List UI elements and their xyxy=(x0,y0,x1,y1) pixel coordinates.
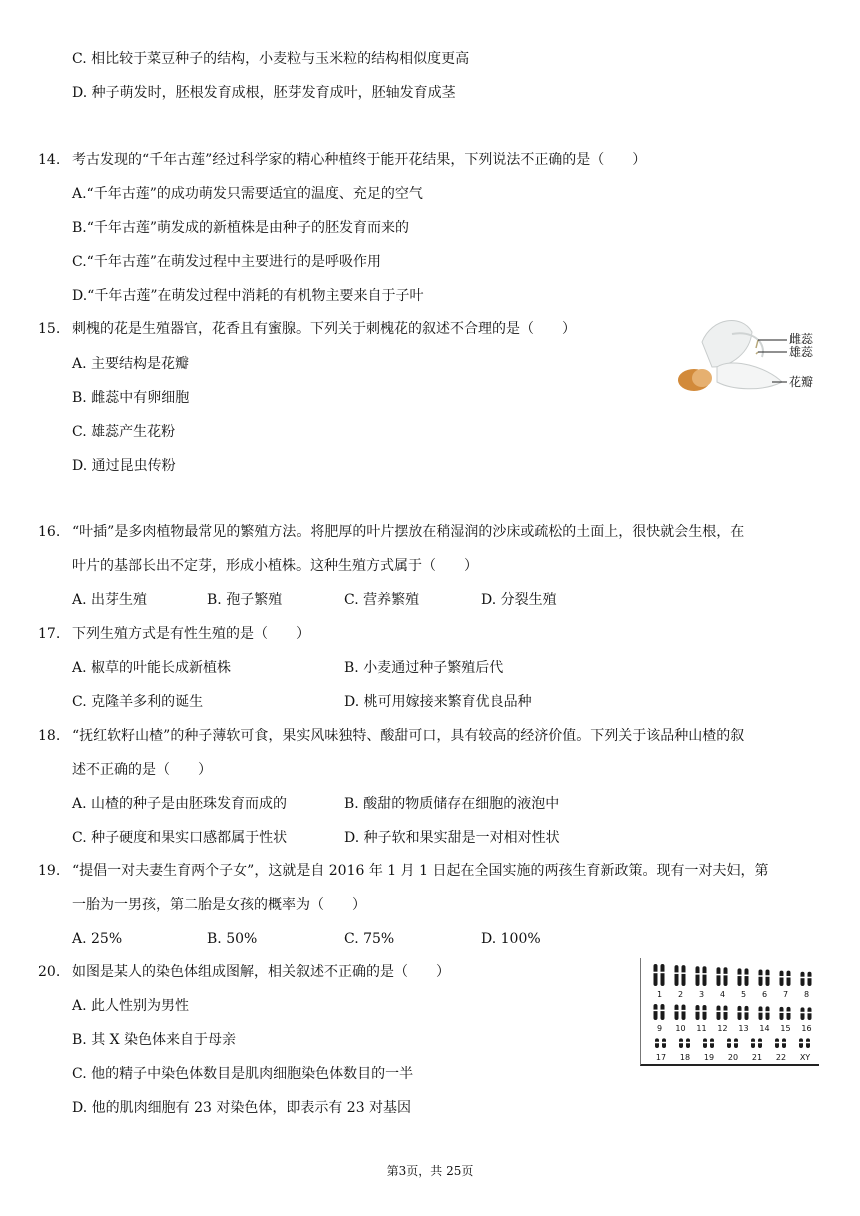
chromosome xyxy=(661,1004,665,1020)
q17-number: 17. xyxy=(38,626,61,642)
q20-option-b: B. 其 X 染色体来自于母亲 xyxy=(72,1032,237,1048)
locust-flower-figure xyxy=(672,312,822,404)
q14-option-d: D.“千年古莲”在萌发过程中消耗的有机物主要来自于子叶 xyxy=(72,288,424,304)
centromere-band xyxy=(655,1042,659,1044)
q19-stem-line1: “提倡一对夫妻生育两个子女”，这就是自 2016 年 1 月 1 日起在全国实施的两孩生育新政策。现有一对夫妇，第 xyxy=(72,863,769,879)
chromosome xyxy=(759,1006,763,1020)
chromosome xyxy=(780,1007,784,1020)
q18-option-b: B. 酸甜的物质储存在细胞的液泡中 xyxy=(344,796,560,812)
chromosome xyxy=(724,967,728,986)
centromere-band xyxy=(686,1042,690,1044)
chromosome xyxy=(738,968,742,986)
q19-option-c: C. 75% xyxy=(344,931,395,947)
chromosome xyxy=(787,1007,791,1020)
q17-option-d: D. 桃可用嫁接来繁育优良品种 xyxy=(344,694,532,710)
chromosome-number-label: 7 xyxy=(782,990,789,999)
q20-option-d: D. 他的肌肉细胞有 23 对染色体，即表示有 23 对基因 xyxy=(72,1100,412,1116)
chromosome xyxy=(808,1007,812,1020)
q16-option-b: B. 孢子繁殖 xyxy=(207,592,283,608)
centromere-band xyxy=(782,1042,786,1044)
centromere-band xyxy=(766,1011,770,1013)
centromere-band xyxy=(801,977,805,979)
chromosome xyxy=(745,968,749,986)
q16-number: 16. xyxy=(38,524,61,540)
chromosome xyxy=(801,972,805,986)
q16-option-c: C. 营养繁殖 xyxy=(344,592,420,608)
centromere-band xyxy=(661,1010,665,1012)
chromosome-number-label: 14 xyxy=(759,1024,770,1033)
centromere-band xyxy=(654,972,658,974)
centromere-band xyxy=(710,1042,714,1044)
chromosome-number-label: 18 xyxy=(679,1053,691,1062)
centromere-band xyxy=(751,1042,755,1044)
q19-option-d: D. 100% xyxy=(481,931,541,947)
q14-stem: 考古发现的“千年古莲”经过科学家的精心种植终于能开花结果，下列说法不正确的是（ ） xyxy=(72,152,647,168)
centromere-band xyxy=(662,1042,666,1044)
chromosome xyxy=(703,1005,707,1020)
chromosome-number-label: 8 xyxy=(803,990,810,999)
q18-option-a: A. 山楂的种子是由胚珠发育而成的 xyxy=(72,796,288,812)
q19-option-a: A. 25% xyxy=(72,931,123,947)
centromere-band xyxy=(696,1010,700,1012)
centromere-band xyxy=(703,973,707,975)
centromere-band xyxy=(801,1012,805,1014)
q20-stem: 如图是某人的染色体组成图解，相关叙述不正确的是（ ） xyxy=(72,964,450,980)
q15-option-d: D. 通过昆虫传粉 xyxy=(72,458,176,474)
centromere-band xyxy=(661,972,665,974)
centromere-band xyxy=(808,1012,812,1014)
chromosome-number-label: 10 xyxy=(675,1024,686,1033)
q14-number: 14. xyxy=(38,152,61,168)
centromere-band xyxy=(717,974,721,976)
chromosome xyxy=(766,970,770,987)
centromere-band xyxy=(696,973,700,975)
centromere-band xyxy=(766,975,770,977)
centromere-band xyxy=(734,1042,738,1044)
centromere-band xyxy=(682,972,686,974)
centromere-band xyxy=(675,1010,679,1012)
centromere-band xyxy=(759,1011,763,1013)
centromere-band xyxy=(675,972,679,974)
q20-option-c: C. 他的精子中染色体数目是肌肉细胞染色体数目的一半 xyxy=(72,1066,414,1082)
centromere-band xyxy=(724,1011,728,1013)
q15-stem: 刺槐的花是生殖器官，花香且有蜜腺。下列关于刺槐花的叙述不合理的是（ ） xyxy=(72,321,576,337)
q19-stem-line2: 一胎为一男孩，第二胎是女孩的概率为（ ） xyxy=(72,897,366,913)
chromosome xyxy=(654,964,658,986)
chromosome xyxy=(675,1004,679,1020)
centromere-band xyxy=(787,1011,791,1013)
chromosome-number-label: 6 xyxy=(761,990,768,999)
chromosome-number-label: 16 xyxy=(801,1024,812,1033)
chromosome xyxy=(745,1006,749,1020)
chromosome xyxy=(682,1004,686,1020)
chromosome xyxy=(766,1006,770,1020)
centromere-band xyxy=(780,1011,784,1013)
centromere-band xyxy=(679,1042,683,1044)
q13-option-d: D. 种子萌发时，胚根发育成根，胚芽发育成叶，胚轴发育成茎 xyxy=(72,85,456,101)
q16-option-d: D. 分裂生殖 xyxy=(481,592,557,608)
chromosome-number-label: 13 xyxy=(738,1024,749,1033)
centromere-band xyxy=(682,1010,686,1012)
q20-option-a: A. 此人性别为男性 xyxy=(72,998,190,1014)
centromere-band xyxy=(738,1011,742,1013)
chromosome-number-label: 11 xyxy=(696,1024,707,1033)
q18-stem-line2: 述不正确的是（ ） xyxy=(72,762,212,778)
q15-option-c: C. 雄蕊产生花粉 xyxy=(72,424,176,440)
q18-option-c: C. 种子硬度和果实口感都属于性状 xyxy=(72,830,288,846)
chromosome-number-label: 15 xyxy=(780,1024,791,1033)
centromere-band xyxy=(703,1042,707,1044)
chromosome xyxy=(661,964,665,986)
q17-option-b: B. 小麦通过种子繁殖后代 xyxy=(344,660,504,676)
chromosome xyxy=(717,967,721,986)
q14-option-a: A.“千年古莲”的成功萌发只需要适宜的温度、充足的空气 xyxy=(72,186,423,202)
q18-number: 18. xyxy=(38,728,61,744)
q16-stem-line2: 叶片的基部长出不定芽，形成小植株。这种生殖方式属于（ ） xyxy=(72,558,478,574)
centromere-band xyxy=(759,975,763,977)
centromere-band xyxy=(717,1011,721,1013)
chromosome xyxy=(759,970,763,987)
chromosome xyxy=(787,971,791,986)
chromosome xyxy=(682,965,686,986)
chromosome xyxy=(780,971,784,986)
chromosome xyxy=(675,965,679,986)
page-footer: 第3页，共 25页 xyxy=(386,1164,474,1178)
karyotype-figure xyxy=(640,958,819,1066)
chromosome xyxy=(801,1007,805,1020)
chromosome-number-label: 21 xyxy=(751,1053,763,1062)
centromere-band xyxy=(780,976,784,978)
centromere-band xyxy=(727,1042,731,1044)
q20-number: 20. xyxy=(38,964,61,980)
chromosome xyxy=(717,1005,721,1020)
centromere-band xyxy=(799,1042,803,1044)
centromere-band xyxy=(724,974,728,976)
centromere-band xyxy=(808,977,812,979)
centromere-band xyxy=(654,1010,658,1012)
chromosome-number-label: 5 xyxy=(740,990,747,999)
centromere-band xyxy=(703,1010,707,1012)
q14-option-b: B.“千年古莲”萌发成的新植株是由种子的胚发育而来的 xyxy=(72,220,410,236)
centromere-band xyxy=(775,1042,779,1044)
chromosome-number-label: 2 xyxy=(677,990,684,999)
chromosome-number-label: 17 xyxy=(655,1053,667,1062)
q17-option-c: C. 克隆羊多利的诞生 xyxy=(72,694,204,710)
q14-option-c: C.“千年古莲”在萌发过程中主要进行的是呼吸作用 xyxy=(72,254,381,270)
centromere-band xyxy=(806,1042,810,1044)
chromosome-number-label: 1 xyxy=(656,990,663,999)
chromosome xyxy=(696,1005,700,1020)
q18-stem-line1: “抚红软籽山楂”的种子薄软可食，果实风味独特、酸甜可口，具有较高的经济价值。下列关于该品种山楂的叙 xyxy=(72,728,745,744)
q19-option-b: B. 50% xyxy=(207,931,258,947)
q18-option-d: D. 种子软和果实甜是一对相对性状 xyxy=(344,830,560,846)
q15-option-b: B. 雌蕊中有卵细胞 xyxy=(72,390,190,406)
chromosome-number-label: 20 xyxy=(727,1053,739,1062)
chromosome-number-label: 3 xyxy=(698,990,705,999)
q16-option-a: A. 出芽生殖 xyxy=(72,592,148,608)
q13-option-c: C. 相比较于菜豆种子的结构，小麦粒与玉米粒的结构相似度更高 xyxy=(72,51,470,67)
centromere-band xyxy=(745,975,749,977)
chromosome xyxy=(696,966,700,986)
centromere-band xyxy=(745,1011,749,1013)
chromosome xyxy=(738,1006,742,1020)
chromosome xyxy=(724,1005,728,1020)
chromosome-number-label: 9 xyxy=(656,1024,663,1033)
chromosome xyxy=(654,1004,658,1020)
chromosome-number-label: 4 xyxy=(719,990,726,999)
label-stamen: 雄蕊 xyxy=(789,345,814,359)
chromosome-number-label: 12 xyxy=(717,1024,728,1033)
centromere-band xyxy=(758,1042,762,1044)
centromere-band xyxy=(787,976,791,978)
chromosome xyxy=(703,966,707,986)
centromere-band xyxy=(738,975,742,977)
chromosome-number-label: XY xyxy=(799,1053,811,1062)
q16-stem-line1: “叶插”是多肉植物最常见的繁殖方法。将肥厚的叶片摆放在稍湿润的沙床或疏松的土面上，很快就会生根，在 xyxy=(72,524,745,540)
label-pistil: 雌蕊 xyxy=(789,332,814,346)
chromosome-number-label: 22 xyxy=(775,1053,787,1062)
q15-option-a: A. 主要结构是花瓣 xyxy=(72,356,190,372)
q17-option-a: A. 椒草的叶能长成新植株 xyxy=(72,660,232,676)
q17-stem: 下列生殖方式是有性生殖的是（ ） xyxy=(72,626,310,642)
chromosome xyxy=(808,972,812,986)
label-petal: 花瓣 xyxy=(789,375,814,389)
q19-number: 19. xyxy=(38,863,61,879)
chromosome-number-label: 19 xyxy=(703,1053,715,1062)
q15-number: 15. xyxy=(38,321,61,337)
